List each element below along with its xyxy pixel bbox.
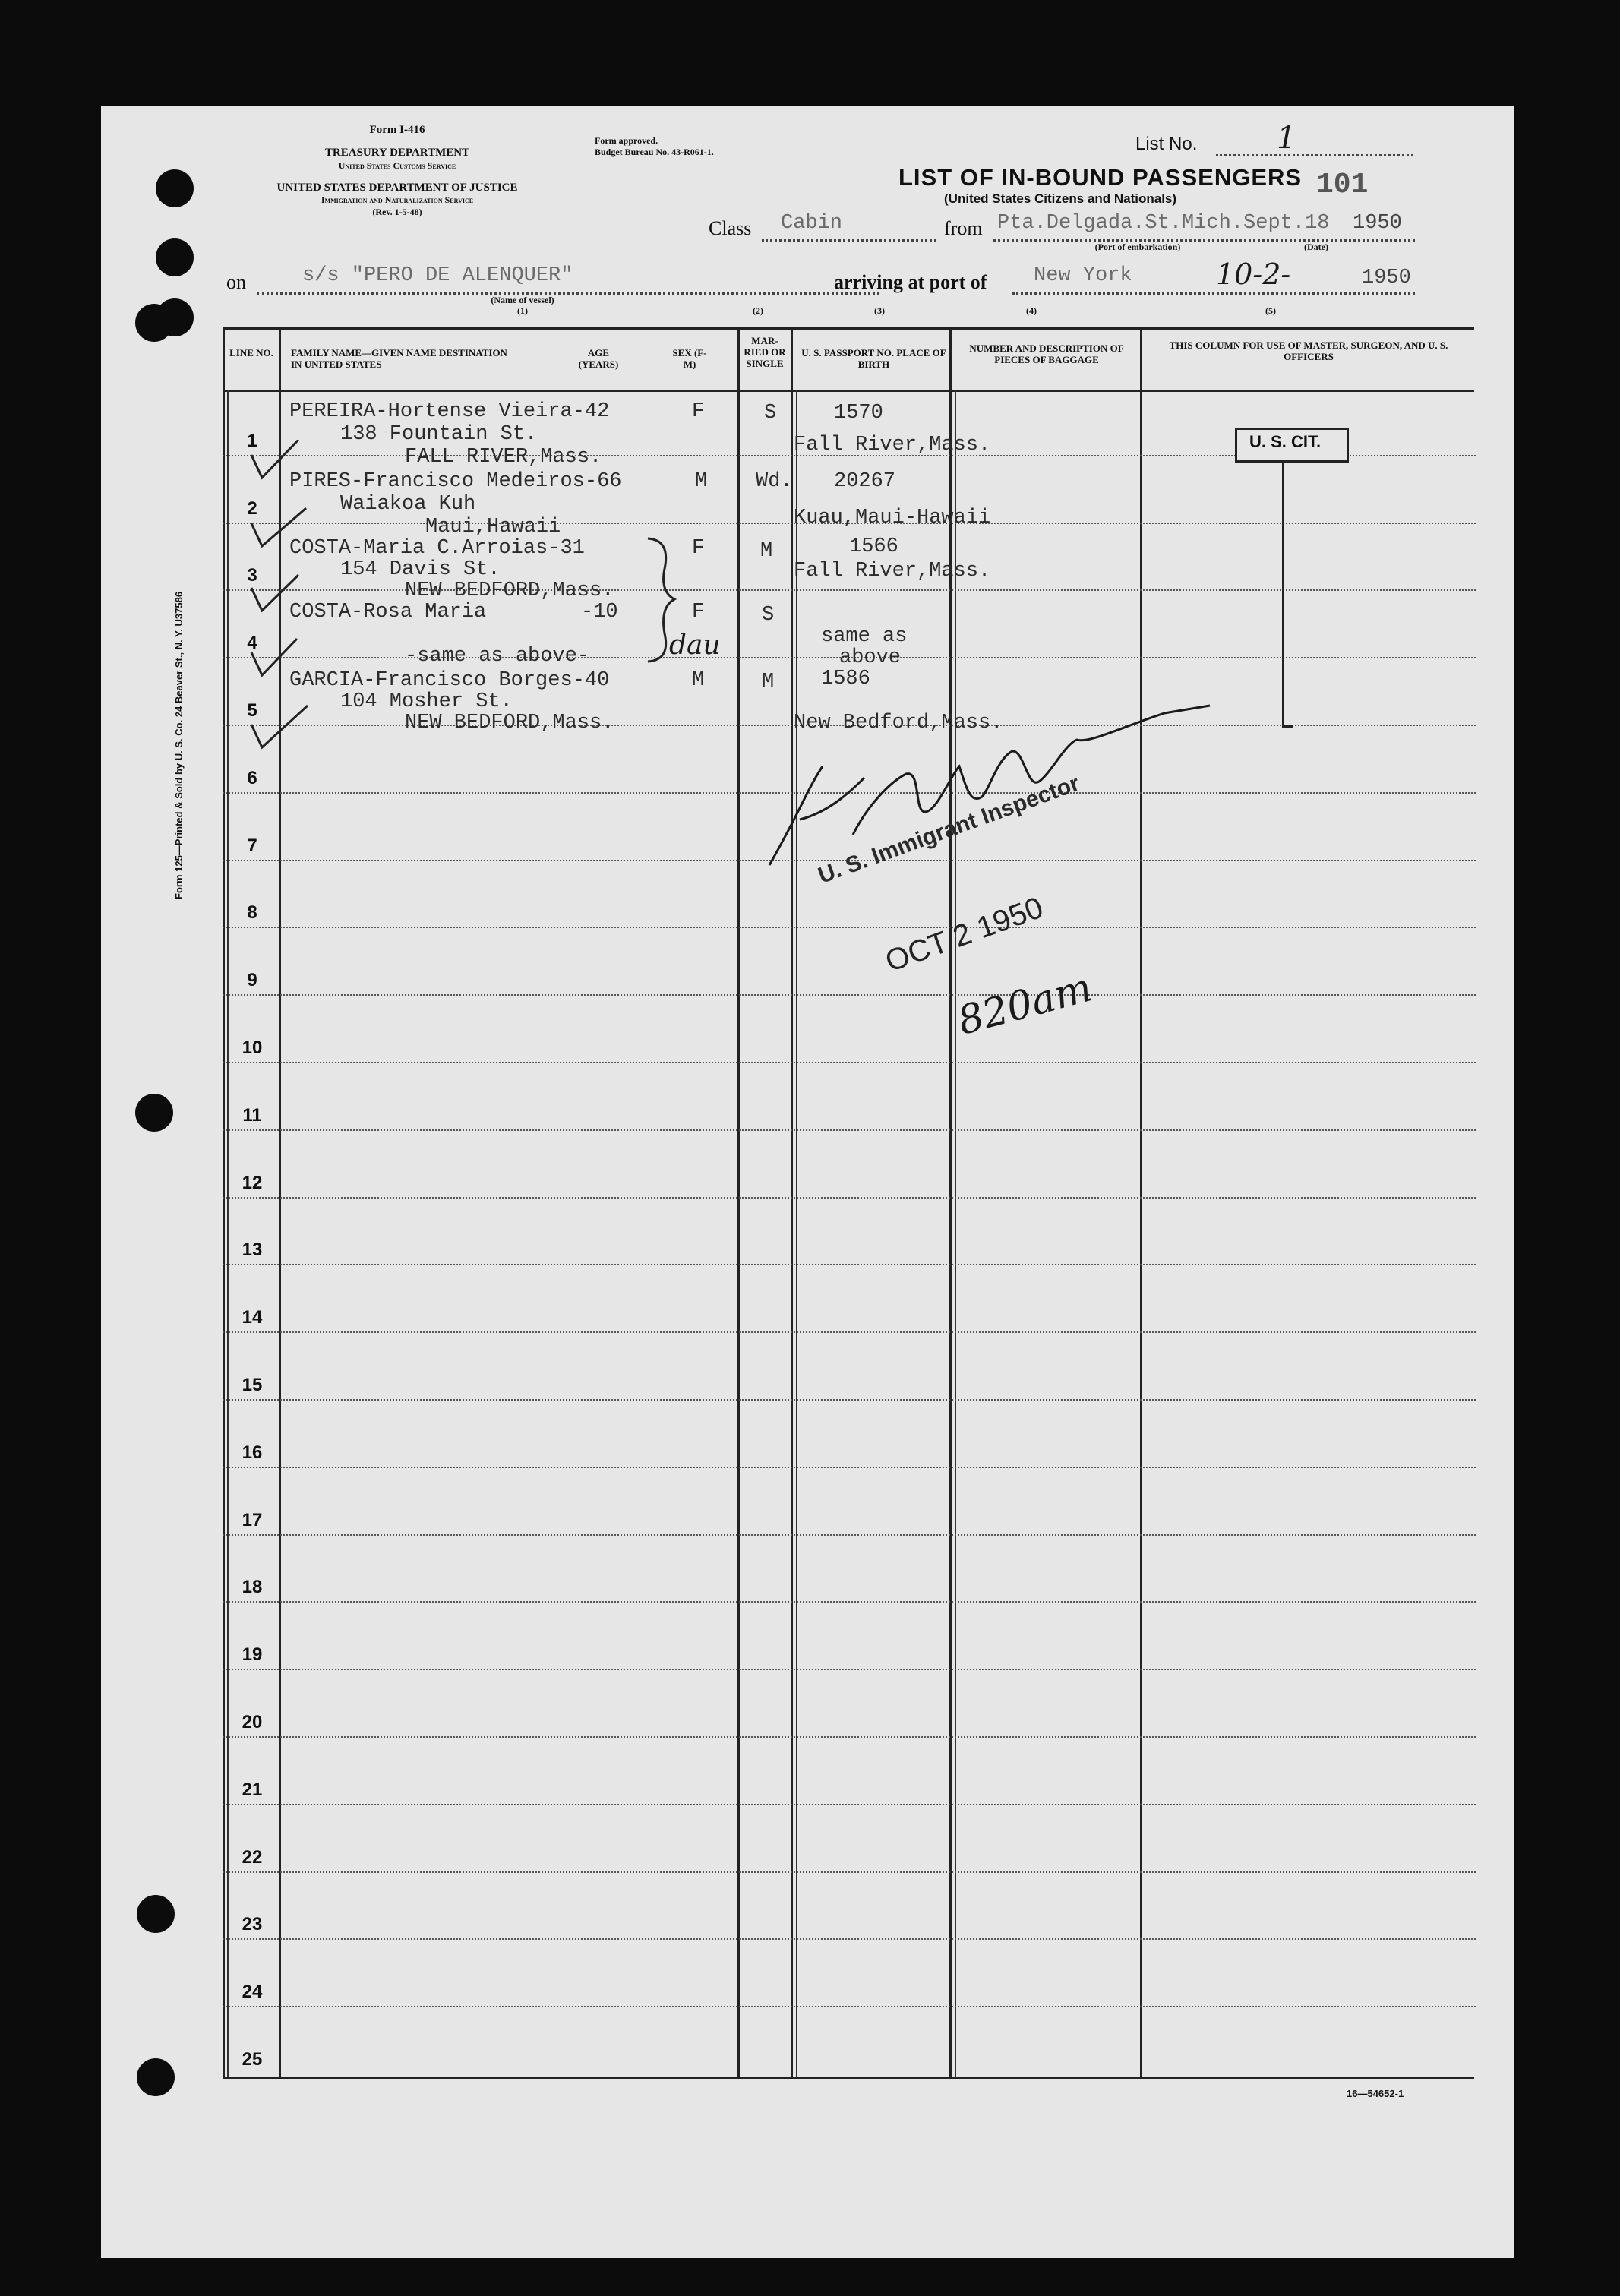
arrival-field <box>1012 292 1415 295</box>
p1-addr1: 138 Fountain St. <box>340 423 538 446</box>
col-head-married: MAR- RIED OR SINGLE <box>744 335 786 369</box>
p4-sex: F <box>692 601 705 624</box>
line-number: 25 <box>242 2049 263 2070</box>
stamp-time: 820am <box>953 965 1097 1044</box>
arriving-label: arriving at port of <box>834 271 987 293</box>
list-no-label: List No. <box>1135 134 1198 154</box>
list-title: LIST OF IN-BOUND PASSENGERS <box>898 164 1303 191</box>
p2-name: PIRES-Francisco Medeiros-66 <box>289 470 622 493</box>
justice-label: UNITED STATES DEPARTMENT OF JUSTICE <box>276 182 518 194</box>
us-cit-bracket <box>1282 460 1284 728</box>
class-value: Cabin <box>781 212 843 235</box>
table-bottom-border <box>224 2077 1474 2079</box>
p2-addr2: Maui,Hawaii <box>425 516 561 538</box>
table-top-border <box>224 327 1474 330</box>
vessel-value: s/s "PERO DE ALENQUER" <box>302 264 573 287</box>
line-number: 21 <box>242 1779 263 1800</box>
line-number: 11 <box>242 1104 262 1126</box>
p5-addr2: NEW BEDFORD,Mass. <box>405 712 614 734</box>
list-no-value: 1 <box>1277 121 1296 156</box>
customs-label: United States Customs Service <box>338 160 456 171</box>
p2-sex: M <box>695 470 708 493</box>
side-printer-text: Form 125—Printed & Sold by U. S. Co. 24 Beaver St., N. Y. U37586 <box>173 591 185 899</box>
us-cit-bracket-foot <box>1282 725 1293 728</box>
p3-sex: F <box>692 537 705 560</box>
class-field <box>762 239 936 242</box>
binder-hole <box>137 2058 175 2096</box>
p2-status: Wd. <box>756 470 793 493</box>
class-label: Class <box>709 217 752 239</box>
form-approved: Form approved. <box>595 135 658 146</box>
p5-sex: M <box>692 669 705 692</box>
row-rule <box>223 1804 1476 1805</box>
vessel-field <box>257 292 879 295</box>
p4-name: COSTA-Rosa Maria <box>289 601 487 624</box>
vessel-caption: (Name of vessel) <box>491 295 554 305</box>
row-rule <box>223 2006 1476 2007</box>
line-number: 13 <box>242 1240 263 1261</box>
line-number: 9 <box>247 970 257 991</box>
p3-birth: Fall River,Mass. <box>794 560 991 583</box>
arrival-port: New York <box>1034 264 1132 287</box>
line-number: 3 <box>247 565 257 586</box>
p2-passport: 20267 <box>834 470 896 493</box>
line-number: 19 <box>242 1644 263 1666</box>
p3-name: COSTA-Maria C.Arroias-31 <box>289 537 585 560</box>
line-number: 16 <box>242 1442 263 1463</box>
p2-birth: Kuau,Maui-Hawaii <box>794 507 991 529</box>
from-label: from <box>944 217 983 239</box>
arrival-year: 1950 <box>1362 267 1411 289</box>
line-number: 10 <box>242 1037 263 1058</box>
p5-name: GARCIA-Francisco Borges-40 <box>289 669 610 692</box>
p3-addr2: NEW BEDFORD,Mass. <box>405 580 614 602</box>
line-number: 23 <box>242 1914 263 1935</box>
line-number: 22 <box>242 1846 263 1868</box>
treasury-label: TREASURY DEPARTMENT <box>324 147 470 159</box>
row-rule <box>223 994 1476 996</box>
p5-passport: 1586 <box>821 668 870 690</box>
line-number: 18 <box>242 1577 263 1598</box>
col-num-4: (4) <box>1026 305 1037 316</box>
line-number: 2 <box>247 497 257 519</box>
row-rule <box>223 1264 1476 1265</box>
col-head-baggage: NUMBER AND DESCRIPTION OF PIECES OF BAGGAGE <box>969 343 1124 365</box>
col-head-sex: SEX (F-M) <box>672 347 707 370</box>
binder-hole <box>135 1094 173 1132</box>
from-field <box>993 239 1415 242</box>
ins-label: Immigration and Naturalization Service <box>321 194 474 205</box>
col-head-line: LINE NO. <box>229 347 273 358</box>
port-embark-caption: (Port of embarkation) <box>1094 242 1181 252</box>
inspector-title: U. S. Immigrant Inspector <box>815 770 1083 889</box>
on-label: on <box>226 271 246 293</box>
p1-name: PEREIRA-Hortense Vieira-42 <box>289 400 610 423</box>
p5-status: M <box>762 671 775 693</box>
p5-birth: New Bedford,Mass. <box>794 712 1003 734</box>
p2-addr1: Waiakoa Kuh <box>340 493 476 516</box>
binder-hole <box>137 1895 175 1933</box>
checkmarks <box>245 440 336 774</box>
col-num-1: (1) <box>517 305 528 316</box>
row-rule <box>223 1399 1476 1401</box>
row-rule <box>223 1601 1476 1603</box>
table-header-border <box>224 390 1474 392</box>
p1-addr2: FALL RIVER,Mass. <box>405 446 602 469</box>
line-number: 1 <box>247 430 257 451</box>
p3-addr1: 154 Davis St. <box>340 558 501 581</box>
row-rule <box>223 1736 1476 1738</box>
p4-status: S <box>762 604 775 627</box>
list-subtitle: (United States Citizens and Nationals) <box>944 191 1177 206</box>
us-cit-label: U. S. CIT. <box>1249 432 1322 451</box>
p5-addr1: 104 Mosher St. <box>340 690 513 713</box>
row-rule <box>223 1871 1476 1873</box>
col-line-baggage-inner <box>955 390 956 2077</box>
stamp-number: 101 <box>1316 169 1369 201</box>
row-rule <box>223 1062 1476 1063</box>
line-number: 14 <box>242 1307 263 1328</box>
row-rule <box>223 1534 1476 1536</box>
row-rule <box>223 1197 1476 1199</box>
line-number: 12 <box>242 1172 263 1193</box>
p1-birth: Fall River,Mass. <box>794 434 991 456</box>
footer-code: 16—54652-1 <box>1347 2088 1404 2099</box>
p4-age: -10 <box>581 601 618 624</box>
line-number: 4 <box>247 633 257 654</box>
dau-note: dau <box>669 630 721 661</box>
line-number: 8 <box>247 902 257 924</box>
line-number: 20 <box>242 1712 263 1732</box>
p4-addr1: -same as above- <box>405 645 590 668</box>
p4-passport: same as <box>821 625 908 648</box>
col-line-passport-inner <box>796 390 797 2077</box>
p1-status: S <box>764 402 777 425</box>
p1-passport: 1570 <box>834 402 883 425</box>
line-number: 6 <box>247 767 257 788</box>
binder-hole <box>156 169 194 207</box>
col-head-age: AGE (YEARS) <box>578 347 619 370</box>
date-caption: (Date) <box>1304 242 1328 252</box>
manifest-page <box>101 106 1514 2258</box>
col-num-5: (5) <box>1265 305 1276 316</box>
row-rule <box>223 1129 1476 1131</box>
form-id: Form I-416 <box>369 124 425 136</box>
from-value: Pta.Delgada.St.Mich.Sept.18 <box>997 212 1330 235</box>
col-head-passport: U. S. PASSPORT NO. PLACE OF BIRTH <box>801 347 946 370</box>
budget-bureau: Budget Bureau No. 43-R061-1. <box>595 147 714 157</box>
binder-hole <box>156 298 194 336</box>
stamp-date: OCT 2 1950 <box>881 890 1048 979</box>
p3-status: M <box>760 540 773 563</box>
line-number: 15 <box>242 1375 263 1395</box>
p1-sex: F <box>692 400 705 423</box>
col-head-officers: THIS COLUMN FOR USE OF MASTER, SURGEON, AND U. S. OFFICERS <box>1169 340 1448 362</box>
arrival-date: 10-2- <box>1216 257 1291 291</box>
from-year: 1950 <box>1353 212 1402 235</box>
list-no-field <box>1216 154 1413 156</box>
rev-label: (Rev. 1-5-48) <box>372 207 422 217</box>
line-number: 17 <box>242 1509 263 1530</box>
line-number: 24 <box>242 1982 263 2003</box>
row-rule <box>223 1467 1476 1468</box>
row-rule <box>223 1331 1476 1333</box>
p3-passport: 1566 <box>849 535 898 558</box>
col-num-3: (3) <box>874 305 885 316</box>
line-number: 5 <box>247 700 257 721</box>
p4-birth: above <box>839 646 902 669</box>
col-head-name: FAMILY NAME—GIVEN NAME DESTINATION IN UNITED STATES <box>291 347 507 370</box>
col-num-2: (2) <box>753 305 763 316</box>
binder-hole <box>156 238 194 276</box>
line-number: 7 <box>247 835 257 856</box>
row-rule <box>223 927 1476 928</box>
row-rule <box>223 1669 1476 1670</box>
row-rule <box>223 1938 1476 1940</box>
